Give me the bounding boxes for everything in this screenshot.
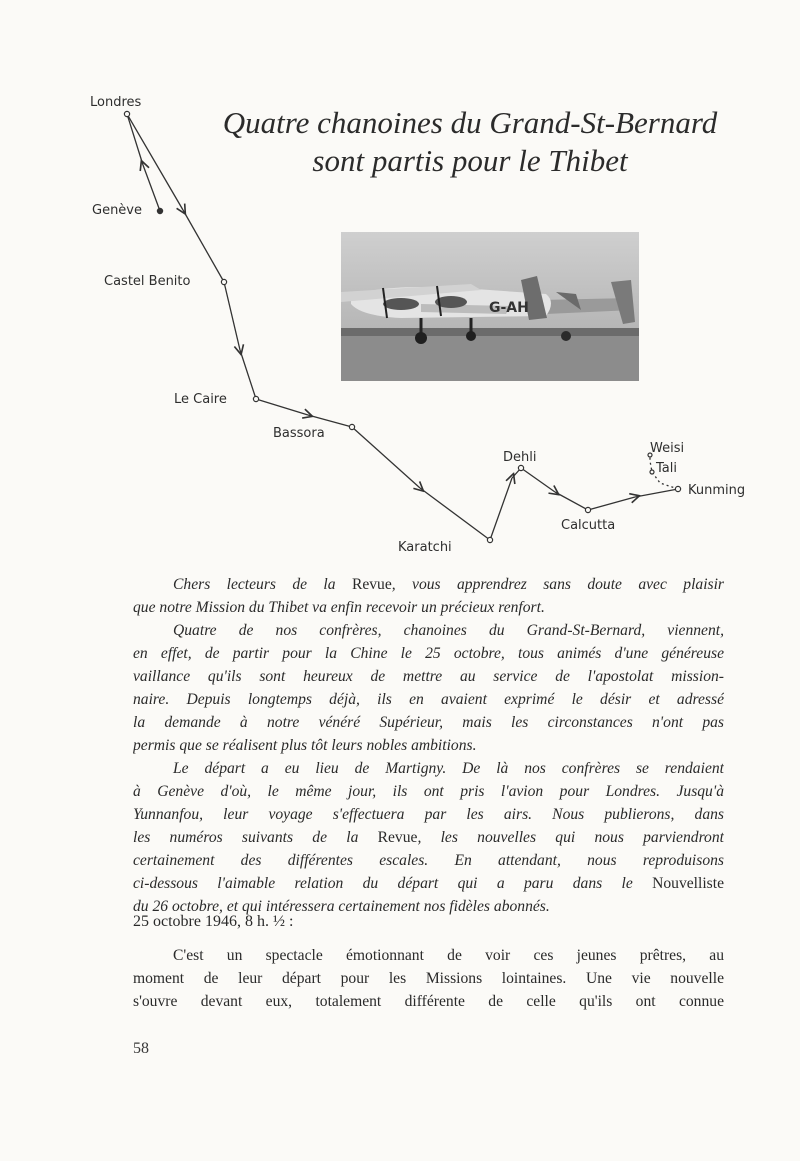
report-line: s'ouvre devant eux, totalement différente de celle qu'ils ont connue [133, 993, 724, 1010]
city-label-dehli: Dehli [503, 450, 537, 465]
report-line: moment de leur départ pour les Missions lointaines. Une vie nouvelle [133, 970, 724, 987]
intro-line: permis que se réalisent plus tôt leurs nobles ambitions. [133, 737, 477, 754]
intro-line: certainement des différentes escales. En attendant, nous reproduisons [133, 852, 724, 869]
intro-line: Chers lecteurs de la Revue, vous apprendrez sans doute avec plaisir [173, 576, 724, 593]
publication-name: Revue [351, 576, 392, 593]
city-label-calcutta: Calcutta [561, 518, 616, 533]
city-label-weisi: Weisi [650, 441, 685, 456]
dateline: 25 octobre 1946, 8 h. ½ : [133, 913, 294, 930]
intro-line: à Genève d'où, le même jour, ils ont pris l'avion pour Londres. Jusqu'à [133, 783, 724, 800]
article-title-line-1: Quatre chanoines du Grand-St-Bernard [222, 105, 718, 140]
intro-line: Yunnanfou, leur voyage s'effectuera par les airs. Nous publierons, dans [133, 806, 724, 823]
intro-line: naire. Depuis longtemps déjà, ils en avaient exprimé le désir et adressé [133, 691, 724, 708]
page-number: 58 [133, 1040, 149, 1057]
intro-text [133, 573, 724, 918]
report-text [133, 944, 724, 1013]
intro-line: Le départ a eu lieu de Martigny. De là nos confrères se rendaient [173, 760, 724, 777]
publication-name: Revue [377, 829, 418, 846]
city-label-kunming: Kunming [688, 483, 746, 498]
intro-line: du 26 octobre, et qui intéressera certainement nos fidèles abonnés. [133, 898, 550, 915]
intro-line: vaillance qu'ils sont heureux de mettre au service de l'apostolat mission- [133, 668, 724, 685]
city-label-bassora: Bassora [273, 426, 325, 441]
city-label-londres: Londres [90, 95, 142, 110]
aircraft-registration: G-AH [489, 300, 529, 316]
report-line: C'est un spectacle émotionnant de voir ces jeunes prêtres, au [173, 947, 724, 964]
intro-line: la demande à notre vénéré Supérieur, mais les circonstances n'ont pas [133, 714, 724, 731]
city-label-tali: Tali [656, 461, 677, 476]
intro-line: en effet, de partir pour la Chine le 25 octobre, tous animés d'une généreuse [133, 645, 724, 662]
city-label-le-caire: Le Caire [174, 392, 227, 407]
city-label-karatchi: Karatchi [398, 540, 452, 555]
intro-line: Quatre de nos confrères, chanoines du Grand-St-Bernard, viennent, [173, 622, 724, 639]
aircraft-photo [341, 232, 639, 381]
city-label-geneve: Genève [92, 203, 143, 218]
intro-line: que notre Mission du Thibet va enfin recevoir un précieux renfort. [133, 599, 545, 616]
publication-name: Nouvelliste [652, 875, 724, 892]
intro-line: les numéros suivants de la Revue, les nouvelles qui nous parviendront [133, 829, 724, 846]
city-label-castel-benito: Castel Benito [104, 274, 191, 289]
article-title-line-2: sont partis pour le Thibet [312, 143, 628, 178]
intro-line: ci-dessous l'aimable relation du départ qui a paru dans le Nouvelliste [133, 875, 724, 892]
